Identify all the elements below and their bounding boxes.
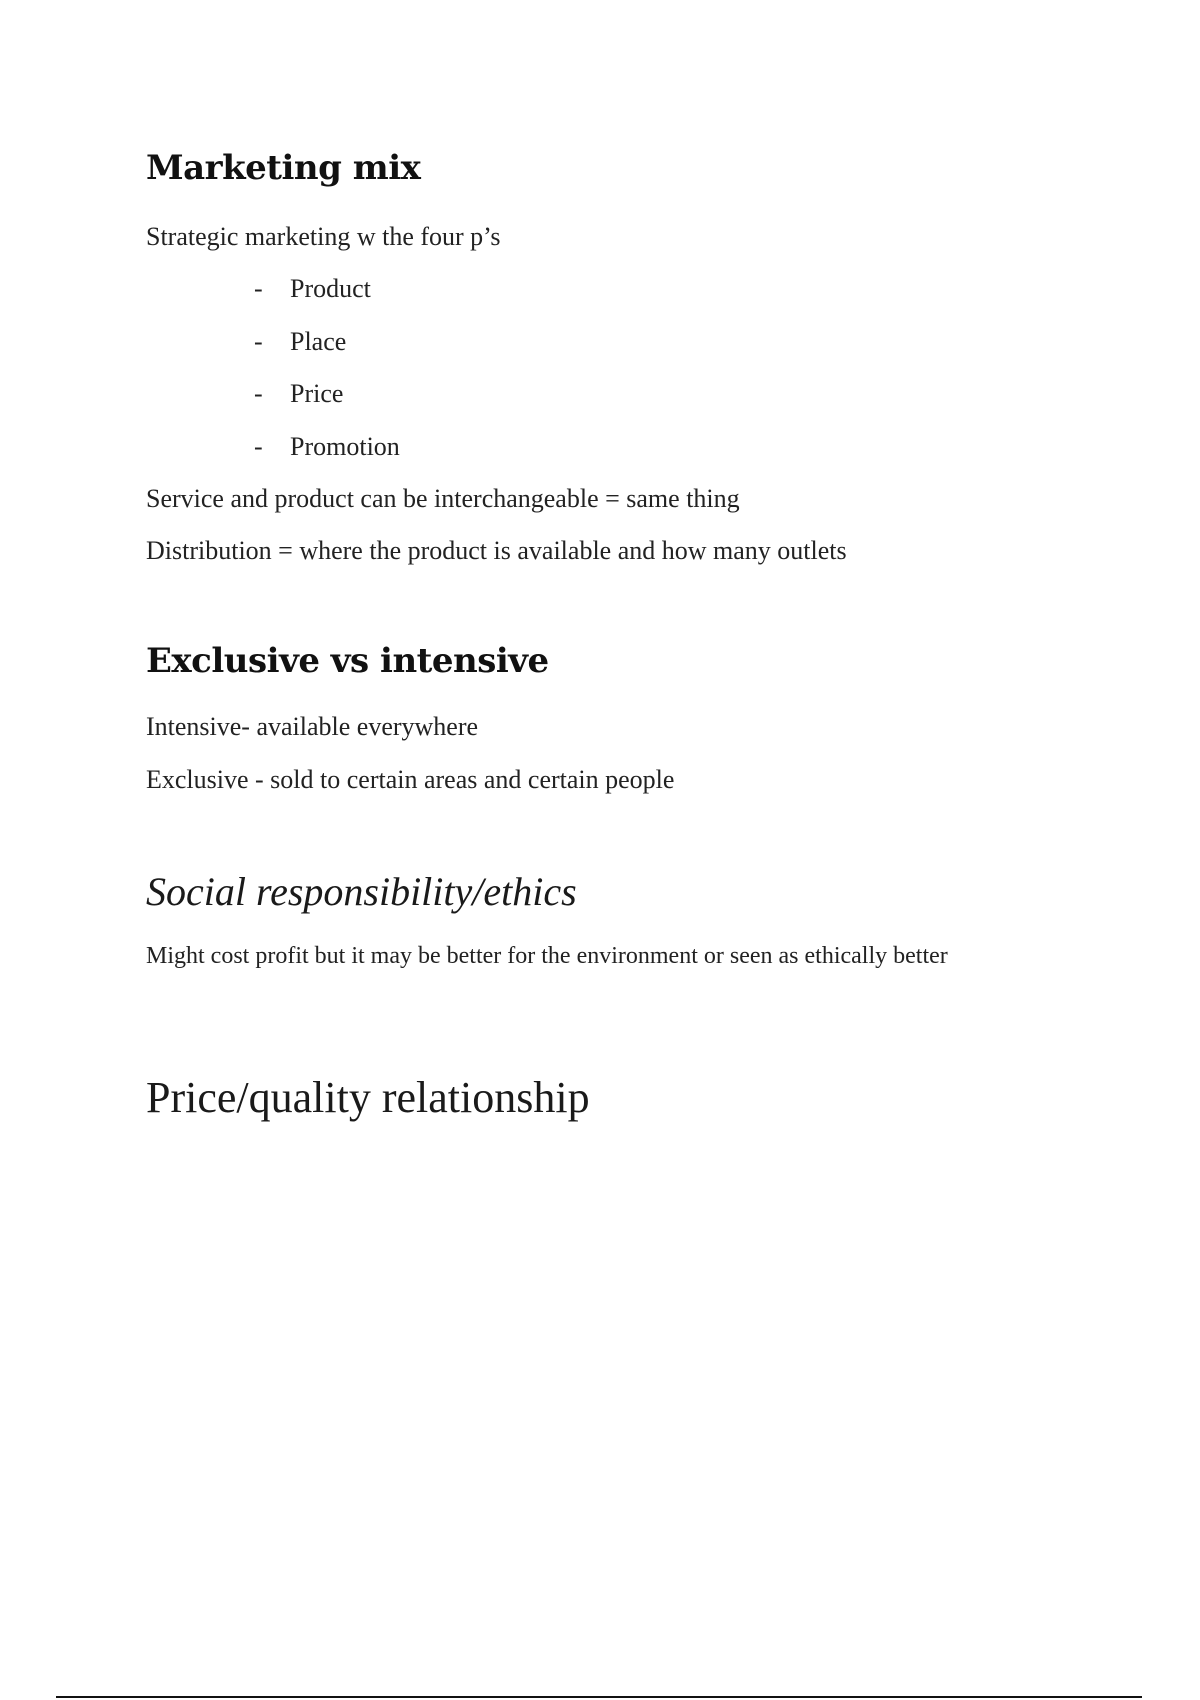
list-dash-marker: - <box>254 432 263 461</box>
list-item-label: Product <box>290 274 371 303</box>
heading-price-quality: Price/quality relationship <box>146 1073 590 1122</box>
heading-marketing-mix: Marketing mix <box>146 148 421 188</box>
list-dash-marker: - <box>254 274 263 303</box>
page-bottom-rule <box>56 1696 1142 1698</box>
paragraph-distribution: Distribution = where the product is available and how many outlets <box>146 536 847 565</box>
list-item-label: Promotion <box>290 432 400 461</box>
paragraph-intensive: Intensive- available everywhere <box>146 712 479 741</box>
paragraph-service-product: Service and product can be interchangeable = same thing <box>146 484 740 513</box>
list-dash-marker: - <box>254 379 263 408</box>
list-item-product <box>254 274 371 304</box>
list-item-place <box>254 327 346 357</box>
list-item-price <box>254 379 343 409</box>
list-dash-marker: - <box>254 327 263 356</box>
list-item-label: Price <box>290 379 344 408</box>
paragraph-exclusive: Exclusive - sold to certain areas and certain people <box>146 765 675 794</box>
heading-exclusive-vs-intensive: Exclusive vs intensive <box>146 641 549 681</box>
paragraph-four-ps-intro: Strategic marketing w the four p’s <box>146 222 501 251</box>
paragraph-social-responsibility: Might cost profit but it may be better for the environment or seen as ethically better <box>146 943 948 969</box>
heading-social-responsibility: Social responsibility/ethics <box>146 869 577 914</box>
list-item-promotion <box>254 432 400 462</box>
list-item-label: Place <box>290 327 347 356</box>
